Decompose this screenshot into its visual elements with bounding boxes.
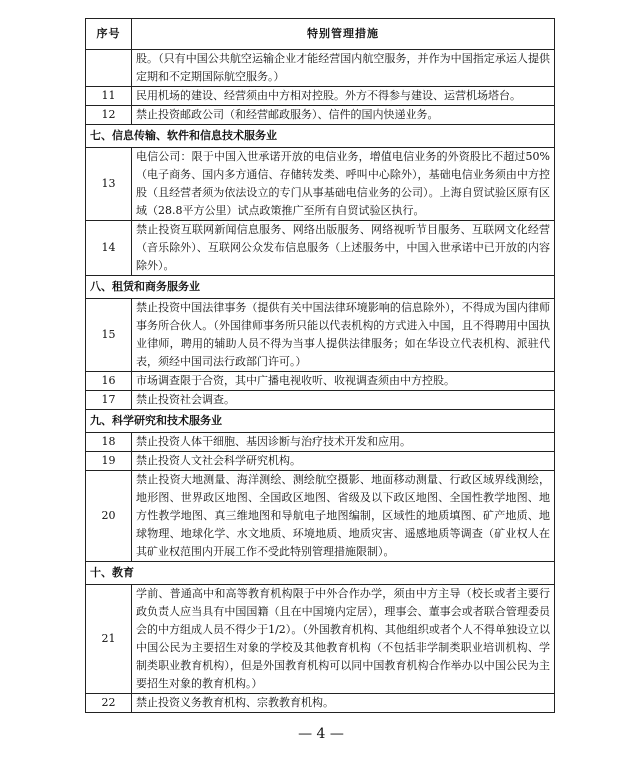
row-number: 11 — [86, 87, 132, 106]
row-number: 16 — [86, 372, 132, 391]
row-number: 19 — [86, 452, 132, 471]
row-measure-text: 市场调查限于合资，其中广播电视收听、收视调查须由中方控股。 — [132, 372, 555, 391]
table-row — [86, 50, 555, 87]
section-heading: 九、科学研究和技术服务业 — [86, 410, 555, 433]
row-measure-text: 禁止投资邮政公司（和经营邮政服务）、信件的国内快递业务。 — [132, 106, 555, 125]
row-measure-text: 禁止投资互联网新闻信息服务、网络出版服务、网络视听节目服务、互联网文化经营（音乐除外）、互联网公众发布信息服务（上述服务中，中国入世承诺中已开放的内容除外）。 — [132, 221, 555, 276]
row-number: 21 — [86, 585, 132, 694]
header-special-measures: 特别管理措施 — [132, 19, 555, 50]
row-measure-text: 民用机场的建设、经营须由中方相对控股。外方不得参与建设、运营机场塔台。 — [132, 87, 555, 106]
row-number: 20 — [86, 471, 132, 562]
table-row — [86, 694, 555, 713]
row-measure-text: 股。（只有中国公共航空运输企业才能经营国内航空服务，并作为中国指定承运人提供定期和不定期国际航空服务。） — [132, 50, 555, 87]
table-header-row — [86, 19, 555, 50]
table-row — [86, 391, 555, 410]
header-serial-number: 序号 — [86, 19, 132, 50]
row-measure-text: 电信公司：限于中国入世承诺开放的电信业务，增值电信业务的外资股比不超过50%（电子商务、国内多方通信、存储转发类、呼叫中心除外），基础电信业务须由中方控股（且经营者须为依法设立的专门从事基础电信业务的公司）。上海自贸试验区原有区域（28.8平方公里）试点政策推广至所有自贸试验区执行。 — [132, 148, 555, 221]
table-row — [86, 299, 555, 372]
table-row — [86, 471, 555, 562]
row-number: 14 — [86, 221, 132, 276]
row-measure-text: 禁止投资义务教育机构、宗教教育机构。 — [132, 694, 555, 713]
measures-table — [85, 18, 555, 713]
row-measure-text: 学前、普通高中和高等教育机构限于中外合作办学，须由中方主导（校长或者主要行政负责人应当具有中国国籍（且在中国境内定居），理事会、董事会或者联合管理委员会的中方组成人员不得少于1/2）。（外国教育机构、其他组织或者个人不得单独设立以中国公民为主要招生对象的学校及其他教育机构（不包括非学制类职业培训机构、学制类职业教育机构），但是外国教育机构可以同中国教育机构合作举办以中国公民为主要招生对象的教育机构。） — [132, 585, 555, 694]
table-row — [86, 87, 555, 106]
section-row — [86, 562, 555, 585]
page-number: — 4 — — [298, 726, 344, 742]
row-number: 22 — [86, 694, 132, 713]
section-heading: 十、教育 — [86, 562, 555, 585]
table-row — [86, 148, 555, 221]
row-number: 15 — [86, 299, 132, 372]
table-row — [86, 106, 555, 125]
table-row — [86, 221, 555, 276]
section-heading: 七、信息传输、软件和信息技术服务业 — [86, 125, 555, 148]
row-measure-text: 禁止投资人体干细胞、基因诊断与治疗技术开发和应用。 — [132, 433, 555, 452]
row-measure-text: 禁止投资大地测量、海洋测绘、测绘航空摄影、地面移动测量、行政区域界线测绘，地形图、世界政区地图、全国政区地图、省级及以下政区地图、全国性教学地图、地方性教学地图、真三维地图和导航电子地图编制，区域性的地质填图、矿产地质、地球物理、地球化学、水文地质、环境地质、地质灾害、遥感地质等调查（矿业权人在其矿业权范围内开展工作不受此特别管理措施限制）。 — [132, 471, 555, 562]
section-row — [86, 276, 555, 299]
row-number: 12 — [86, 106, 132, 125]
row-number: 18 — [86, 433, 132, 452]
row-number — [86, 50, 132, 87]
row-number: 13 — [86, 148, 132, 221]
table-row — [86, 433, 555, 452]
row-measure-text: 禁止投资人文社会科学研究机构。 — [132, 452, 555, 471]
table-row — [86, 452, 555, 471]
section-row — [86, 125, 555, 148]
section-row — [86, 410, 555, 433]
table-row — [86, 585, 555, 694]
row-measure-text: 禁止投资中国法律事务（提供有关中国法律环境影响的信息除外），不得成为国内律师事务所合伙人。（外国律师事务所只能以代表机构的方式进入中国，且不得聘用中国执业律师，聘用的辅助人员不得为当事人提供法律服务；如在华设立代表机构、派驻代表，须经中国司法行政部门许可。） — [132, 299, 555, 372]
section-heading: 八、租赁和商务服务业 — [86, 276, 555, 299]
row-measure-text: 禁止投资社会调查。 — [132, 391, 555, 410]
row-number: 17 — [86, 391, 132, 410]
table-row — [86, 372, 555, 391]
